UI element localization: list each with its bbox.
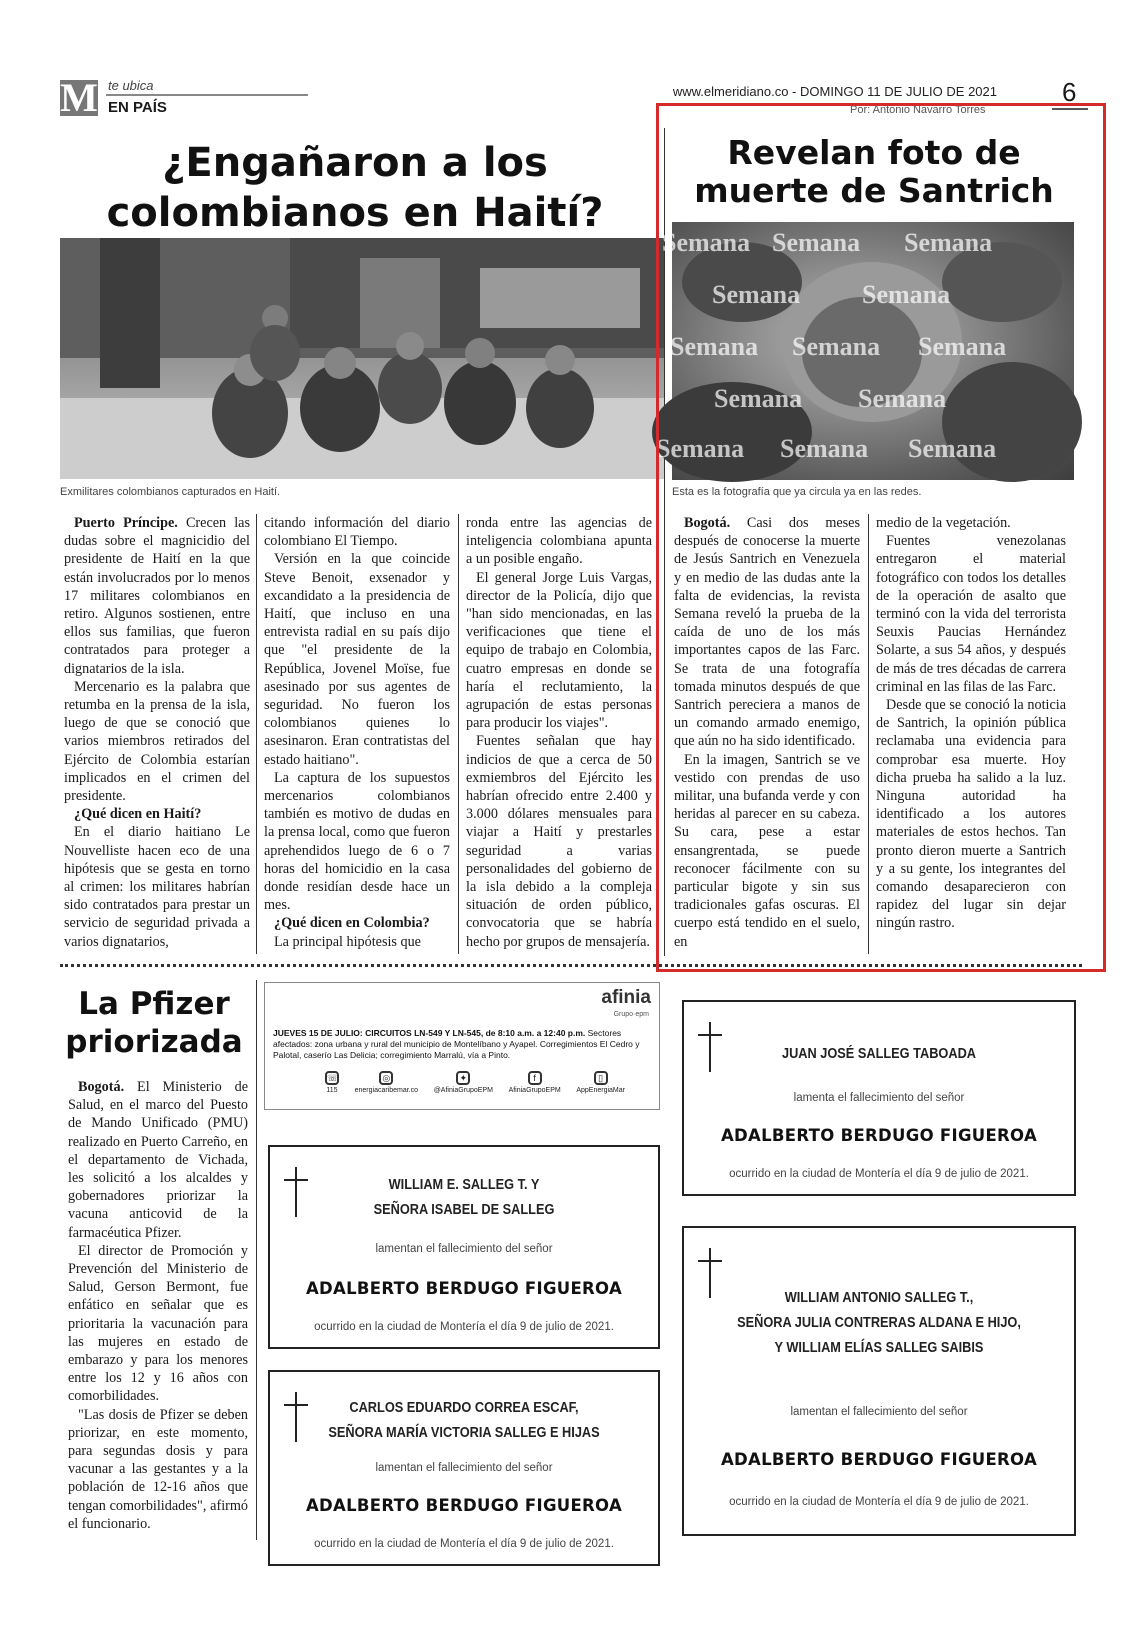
ad-contact-facebook: f AfiniaGrupoEPM	[508, 1073, 561, 1094]
facebook-icon: f	[528, 1071, 542, 1085]
haiti-headline-line1: ¿Engañaron a los	[162, 140, 548, 186]
obituary-footer: ocurrido en la ciudad de Montería el día 9 de julio de 2021.	[729, 1168, 1029, 1180]
photo-watermark: Semana	[904, 228, 993, 257]
haiti-column-3	[466, 514, 652, 951]
obituary-deceased: ADALBERTO BERDUGO FIGUEROA	[720, 1450, 1038, 1469]
haiti-col2-p3: La captura de los supuestos mercenarios colombianos también es motivo de dudas en la prensa local, como que fueron aprehendidos luego de 6 o 7 horas del homicidio en la casa donde residían desde hace un mes.	[264, 769, 450, 914]
obituary-lament: lamenta el fallecimiento del señor	[793, 1092, 965, 1104]
photo-watermark: Semana	[712, 280, 801, 309]
obituary-footer: ocurrido en la ciudad de Montería el día 9 de julio de 2021.	[314, 1538, 614, 1550]
obituary-mourners: CARLOS EDUARDO CORREA ESCAF, SEÑORA MARÍA VICTORIA SALLEG E HIJAS	[328, 1400, 600, 1441]
haiti-photo	[60, 238, 664, 479]
page-number: 6	[1062, 77, 1077, 107]
pfizer-p3: "Las dosis de Pfizer se deben priorizar, en este momento, para segundas dosis y para vacunar a las gestantes y a la población de 12-16 años que tengan comorbilidades", afirmó el funcionario.	[68, 1406, 248, 1532]
photo-watermark: Semana	[792, 332, 881, 361]
pfizer-headline	[56, 985, 252, 1061]
pfizer-dateline-lead: Bogotá.	[78, 1079, 125, 1095]
section-separator	[60, 964, 1082, 968]
photo-watermark: Semana	[714, 384, 803, 413]
mobile-app-icon: ▯	[594, 1071, 608, 1085]
ad-contact-app: ▯ AppEnergiaMar	[576, 1073, 625, 1094]
haiti-col2-p1: citando información del diario colombiano El Tiempo.	[264, 515, 450, 550]
haiti-col3-p2: El general Jorge Luis Vargas, director de la Policía, dijo que "han sido mencionadas, en las verificaciones que tiene el equipo de trabajo en Colombia, cuatro empresas en donde se haría el reclutamiento, la agrupación de estas personas para producir los viajes".	[466, 569, 652, 732]
haiti-headline	[60, 138, 650, 238]
haiti-subhead-colombia: ¿Qué dicen en Colombia?	[274, 915, 430, 932]
ad-contact-phone: ☏ 115	[326, 1073, 339, 1094]
obituary-notice	[268, 1145, 660, 1349]
photo-watermark: Semana	[780, 434, 869, 463]
santrich-dateline-lead: Bogotá.	[684, 515, 731, 531]
photo-watermark: Semana	[656, 434, 745, 463]
pfizer-p1: El Ministerio de Salud, en el marco del Puesto de Mando Unificado (PMU) realizado en Puerto Carreño, en el departamento de Vichada, les solicitó a los alcaldes y gobernadores priorizar la vacuna anticovid de la farmacéutica Pfizer.	[68, 1079, 248, 1241]
pfizer-p2: El director de Promoción y Prevención del Ministerio de Salud, Gerson Bermont, fue enfático en señalar que es prioritaria la vacunación para las mujeres en estado de embarazo y para los menores entre los 12 y 16 años con comorbilidades.	[68, 1242, 248, 1405]
ad-body: Sectores afectados: zona urbana y rural del municipio de Montelíbano y Ayapel. Corregimientos El Cedro y Palotal, caserío Las Delicia; corregimiento Marralú, vía a Pinto.	[273, 1028, 640, 1060]
column-divider	[458, 514, 459, 954]
photo-watermark: Semana	[772, 228, 861, 257]
haiti-photo-caption: Exmilitares colombianos capturados en Haití.	[60, 486, 281, 498]
afinia-ad	[264, 982, 660, 1110]
haiti-dateline-lead: Puerto Príncipe.	[74, 515, 178, 531]
obituary-deceased: ADALBERTO BERDUGO FIGUEROA	[720, 1126, 1038, 1145]
obituary-footer: ocurrido en la ciudad de Montería el día 9 de julio de 2021.	[314, 1321, 614, 1333]
obituary-deceased: ADALBERTO BERDUGO FIGUEROA	[305, 1279, 623, 1298]
santrich-col2-p1: medio de la vegetación.	[876, 515, 1011, 531]
haiti-col3-p1: ronda entre las agencias de inteligencia colombiana apunta a un posible engaño.	[466, 515, 652, 568]
haiti-col2-p2: Versión en la que coincide Steve Benoit, exsenador y excandidato a la presidencia de Haití, que incluso en una entrevista radial en su país dijo que "el presidente de la República, Jovenel Moïse, fue asesinado por sus agentes de seguridad. No fueron los colombianos quienes lo asesinaron. Eran contratistas del estado haitiano".	[264, 551, 450, 768]
photo-watermark: Semana	[662, 228, 751, 257]
kicker-rule	[106, 94, 308, 96]
santrich-col1-p1: Casi dos meses después de conocerse la muerte de Jesús Santrich en Venezuela y en medio de las dudas ante la falta de evidencias, la revista Semana reveló la prueba de la caída de uno de los más importantes capos de las Farc. Se trata de una fotografía tomada minutos después de que Santrich pereciera a manos de un comando armado enemigo, que aún no ha sido identificado.	[674, 515, 860, 750]
photo-watermark: Semana	[908, 434, 997, 463]
phone-icon: ☏	[327, 1073, 339, 1083]
obituary-lament: lamentan el fallecimiento del señor	[375, 1462, 553, 1474]
santrich-photo-caption: Esta es la fotografía que ya circula ya en las redes.	[672, 486, 922, 498]
santrich-col2-p3: Desde que se conoció la noticia de Santrich, la opinión pública reclamaba una evidencia para comprobar esa muerte. Hoy dicha prueba ha salido a la luz. Ninguna autoridad ha identificado a los autores materiales de estos hechos. Tan pronto dieron muerte a Santrich y a su gente, los integrantes del comando desaparecieron con rapidez del lugar sin dejar ningún rastro.	[876, 697, 1066, 932]
byline: Por: Antonio Navarro Torres	[850, 104, 986, 116]
santrich-col2-p2: Fuentes venezolanas entregaron el material fotográfico con todos los detalles de la operación de asalto que terminó con la vida del terrorista Seuxis Paucias Hernández Solarte, a sus 54 años, y después de más de tres décadas de carrera criminal en las filas de las Farc.	[876, 533, 1066, 695]
ad-brand-sub: Grupo·epm	[613, 1011, 649, 1018]
obituary-mourners: WILLIAM ANTONIO SALLEG T., SEÑORA JULIA CONTRERAS ALDANA E HIJO, Y WILLIAM ELÍAS SALLEG SAIBIS	[737, 1290, 1021, 1356]
ad-brand-logo: afinia	[601, 987, 651, 1008]
haiti-col1-p1: Crecen las dudas sobre el magnicidio del presidente de Haití en la que están involucrados por lo menos 17 militares colombianos en retiro. Algunos sostienen, entre ellos sus familias, que fueron contratados para proteger a dignatarios de la isla.	[64, 515, 250, 677]
obituary-mourners: WILLIAM E. SALLEG T. Y SEÑORA ISABEL DE SALLEG	[373, 1177, 555, 1218]
haiti-subhead-haiti: ¿Qué dicen en Haití?	[74, 806, 202, 823]
haiti-headline-line2: colombianos en Haití?	[106, 190, 604, 236]
obituary-notice	[682, 1226, 1076, 1536]
web-icon: ◎	[379, 1071, 393, 1085]
ad-contact-twitter: ✦ @AfiniaGrupoEPM	[433, 1073, 493, 1094]
newspaper-logo: M	[60, 75, 98, 120]
pfizer-headline-line2: priorizada	[65, 1024, 243, 1060]
haiti-column-2	[264, 514, 450, 951]
photo-watermark: Semana	[670, 332, 759, 361]
ad-headline: JUEVES 15 DE JULIO: CIRCUITOS LN-549 Y LN-545, de 8:10 a.m. a 12:40 p.m.	[273, 1028, 586, 1038]
haiti-column-1	[64, 514, 250, 951]
santrich-headline-line2: muerte de Santrich	[694, 171, 1054, 210]
obituary-mourners: JUAN JOSÉ SALLEG TABOADA	[781, 1046, 977, 1062]
obituary-lament: lamentan el fallecimiento del señor	[375, 1243, 553, 1255]
obituary-deceased: ADALBERTO BERDUGO FIGUEROA	[305, 1496, 623, 1515]
haiti-photo-scene	[60, 238, 664, 479]
ad-contact-web: ◎ energiacaribemar.co	[354, 1073, 419, 1094]
twitter-icon: ✦	[456, 1071, 470, 1085]
obituary-notice	[682, 1000, 1076, 1196]
obituary-lament: lamentan el fallecimiento del señor	[790, 1406, 968, 1418]
santrich-col1-p2: En la imagen, Santrich se ve vestido con prendas de uso militar, una bufanda verde y con heridas al parecer en su cabeza. Su cara, pese a estar ensangrentada, se puede reconocer fácilmente con su particular bigote y sin sus tradicionales gafas oscuras. El cuerpo está tendido en el suelo, en	[674, 751, 860, 950]
column-divider	[256, 514, 257, 954]
dateline: www.elmeridiano.co - DOMINGO 11 DE JULIO DE 2021	[672, 84, 997, 99]
photo-watermark: Semana	[862, 280, 951, 309]
column-divider	[256, 980, 257, 1540]
highlight-box	[656, 103, 1106, 972]
photo-watermark: Semana	[858, 384, 947, 413]
section-kicker: te ubica	[108, 78, 154, 93]
ad-contacts	[325, 1071, 625, 1094]
obituary-notice	[268, 1370, 660, 1566]
section-title: EN PAÍS	[108, 99, 167, 116]
haiti-col3-p3: Fuentes señalan que hay indicios de que a cerca de 50 exmiembros del Ejército les habrían ofrecido entre 2.400 y 3.000 dólares mensuales para viajar a Haití y prestarles seguridad a varias personalidades del gobierno de la isla debido a la compleja situación de orden público, convocatoria que se habría hecho por grupos de mensajería.	[466, 733, 652, 950]
pfizer-column	[68, 1078, 248, 1533]
santrich-headline-line1: Revelan foto de	[727, 133, 1021, 172]
haiti-col2-p4: La principal hipótesis que	[274, 933, 421, 950]
ad-text	[273, 1028, 655, 1061]
obituary-footer: ocurrido en la ciudad de Montería el día 9 de julio de 2021.	[729, 1496, 1029, 1508]
haiti-col1-p2: Mercenario es la palabra que retumba en la prensa de la isla, luego de que se conoció que varios miembros retirados del Ejército de Colombia estarían implicados en el crimen del presidente.	[64, 678, 250, 805]
photo-watermark: Semana	[918, 332, 1007, 361]
haiti-col1-p3: En el diario haitiano Le Nouvelliste hacen eco de una hipótesis que se gesta en torno al crimen: los militares habrían sido contratados para prestar un servicio de seguridad privada a varios dignatarios,	[64, 824, 250, 950]
pfizer-headline-line1: La Pfizer	[78, 986, 230, 1022]
